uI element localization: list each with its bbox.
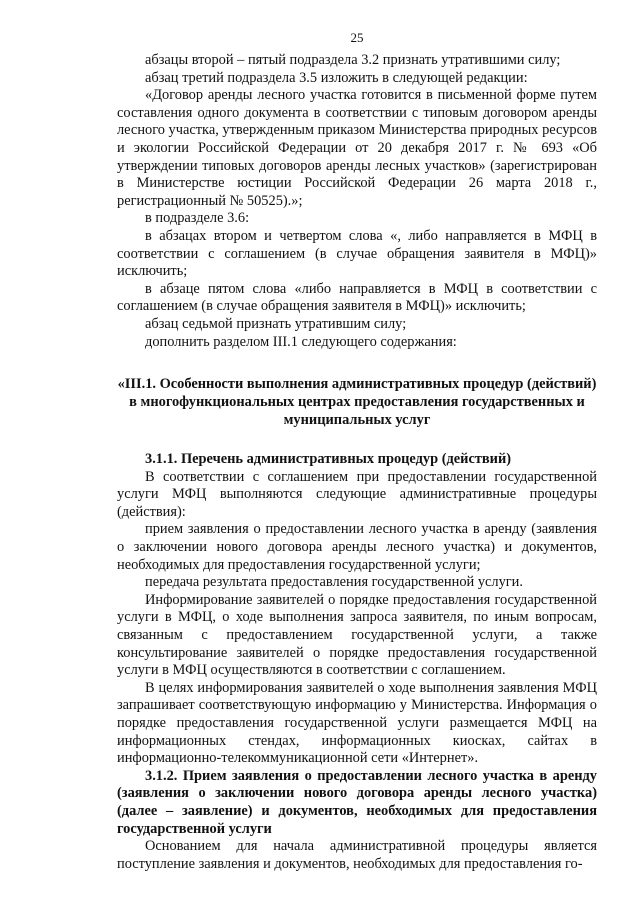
paragraph: прием заявления о предоставлении лесного участка в аренду (заявления о заключении нового договора аренды лесного участка) и документов, необходимых для предоставления государственной услуги; (117, 521, 597, 573)
paragraph: В соответствии с соглашением при предоставлении государственной услуги МФЦ выполняются следующие административные процедуры (действия): (117, 468, 597, 520)
paragraph: в абзаце пятом слова «либо направляется в МФЦ в соответствии с соглашением (в случае обращения заявителя в МФЦ)» исключить; (117, 280, 597, 315)
paragraph: абзац седьмой признать утратившим силу; (145, 315, 407, 332)
subsection-heading-3-1-2: 3.1.2. Прием заявления о предоставлении лесного участка в аренду (заявления о заключении нового договора аренды лесного участка) (далее – заявление) и документов, необходимых для предоставления государственной услуги (117, 767, 597, 837)
paragraph: дополнить разделом III.1 следующего содержания: (145, 333, 457, 350)
paragraph: в подразделе 3.6: (145, 210, 250, 227)
quoted-paragraph: «Договор аренды лесного участка готовится в письменной форме путем составления одного документа в соответствии с типовым договором аренды лесного участка, утвержденным приказом Министерства природных ресурсов и экологии Российской Федерации от 20 декабря 2017 г. № 693 «Об утверждении типовых договоров аренды лесных участков» (зарегистрирован в Министерстве юстиции Российской Федерации 26 марта 2018 г., регистрационный № 50525).»; (117, 87, 597, 209)
paragraph: передача результата предоставления государственной услуги. (145, 574, 523, 591)
document-page (117, 30, 597, 873)
paragraph: абзацы второй – пятый подраздела 3.2 признать утратившими силу; (145, 52, 561, 68)
subsection-heading-3-1-1: 3.1.1. Перечень административных процедур (действий) (145, 451, 512, 468)
section-heading: «III.1. Особенности выполнения административных процедур (действий) в многофункциональных центрах предоставления государственных и муниципальных услуг (117, 376, 597, 429)
page-number: 25 (350, 30, 364, 45)
paragraph: Основанием для начала административной процедуры является поступление заявления и документов, необходимых для предоставления го- (117, 838, 597, 872)
paragraph: в абзацах втором и четвертом слова «, либо направляется в МФЦ в соответствии с соглашением (в случае обращения заявителя в МФЦ)» исключить; (117, 227, 597, 280)
paragraph: В целях информирования заявителей о ходе выполнения заявления МФЦ запрашивает соответствующую информацию у Министерства. Информация о порядке предоставления государственной услуги размещается МФЦ на информационных стендах, информационных киосках, сайтах в информационно-телекоммуникационной сети «Интернет». (117, 679, 597, 767)
paragraph: Информирование заявителей о порядке предоставления государственной услуги в МФЦ, о ходе выполнения запроса заявителя, по иным вопросам, связанным с предоставлением государственной услуги, а также консультирование заявителей о порядке предоставления государственной услуги в МФЦ осуществляются в соответствии с соглашением. (117, 591, 597, 679)
paragraph: абзац третий подраздела 3.5 изложить в следующей редакции: (145, 69, 528, 86)
